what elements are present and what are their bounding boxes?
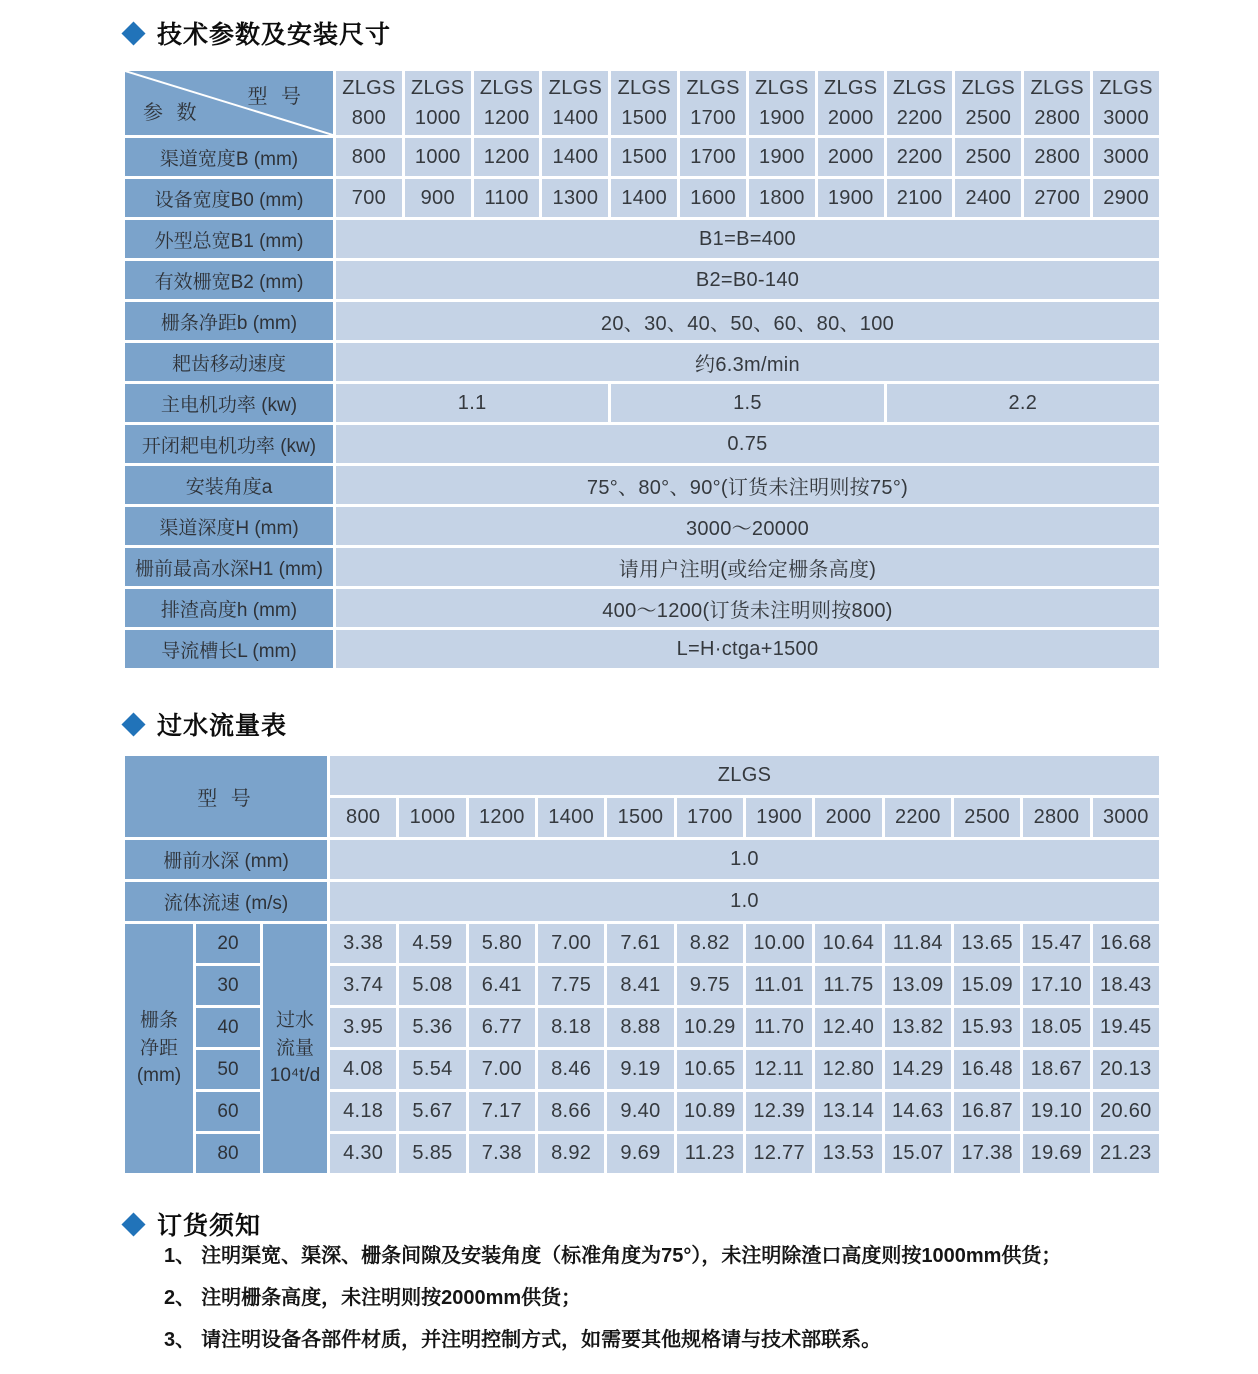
model-series-label: ZLGS — [1099, 77, 1153, 99]
flow-value-cell: 5.67 — [399, 1092, 465, 1131]
tech-params-row — [125, 589, 1159, 627]
flow-value-cell: 8.41 — [607, 966, 673, 1005]
flow-info-row — [125, 882, 1159, 921]
flow-value-cell: 8.46 — [538, 1050, 604, 1089]
flow-value-cell: 6.41 — [469, 966, 535, 1005]
tech-params-row — [125, 179, 1159, 217]
flow-value-cell: 4.08 — [330, 1050, 396, 1089]
flow-value-cell: 10.00 — [746, 924, 812, 963]
param-value-cell: 1000 — [405, 138, 471, 176]
gap-header-cell-line: (mm) — [136, 1065, 182, 1087]
flow-size-header-cell: 3000 — [1093, 798, 1159, 837]
flow-size-header-cell: 1700 — [677, 798, 743, 837]
tech-params-row — [125, 466, 1159, 504]
model-series-label: ZLGS — [1030, 77, 1084, 99]
param-value-cell: 1700 — [680, 138, 746, 176]
param-group-cell: 1.1 — [336, 384, 608, 422]
flow-size-header-cell: 1200 — [469, 798, 535, 837]
model-size-label: 1000 — [414, 107, 461, 129]
flow-info-value: 1.0 — [330, 882, 1159, 921]
flow-value-cell: 9.69 — [607, 1134, 673, 1173]
flow-value-cell: 9.19 — [607, 1050, 673, 1089]
tech-params-row — [125, 220, 1159, 258]
model-header-cell — [336, 71, 402, 135]
flow-table-wrap — [122, 753, 1162, 1176]
flow-value-cell: 10.64 — [815, 924, 881, 963]
flow-value-cell: 7.38 — [469, 1134, 535, 1173]
order-note-item — [164, 1328, 1164, 1353]
param-span-cell: 400～1200(订货未注明则按800) — [336, 589, 1159, 627]
model-size-label: 1700 — [690, 107, 736, 129]
note-text: 注明渠宽、渠深、栅条间隙及安装角度（标准角度为75°），未注明除渣口高度则按1000mm供货； — [201, 1245, 1062, 1267]
param-row-label: 主电机功率 (kw) — [125, 384, 333, 422]
flow-value-cell: 5.36 — [399, 1008, 465, 1047]
model-series-label: ZLGS — [411, 77, 465, 99]
section-title-tech-params: 技术参数及安装尺寸 — [157, 21, 392, 49]
tech-params-row — [125, 384, 1159, 422]
flow-value-cell: 9.75 — [677, 966, 743, 1005]
flow-value-cell: 3.74 — [330, 966, 396, 1005]
param-row-label: 渠道深度H (mm) — [125, 507, 333, 545]
param-value-cell: 1900 — [749, 138, 815, 176]
flow-value-cell: 10.29 — [677, 1008, 743, 1047]
model-header-cell — [887, 71, 953, 135]
diagonal-corner-cell — [125, 71, 333, 135]
corner-param-label: 参 数 — [143, 102, 201, 124]
gap-value-cell: 30 — [196, 966, 260, 1005]
param-row-label: 有效栅宽B2 (mm) — [125, 261, 333, 299]
note-number: 2、 — [164, 1287, 196, 1309]
flow-value-cell: 8.66 — [538, 1092, 604, 1131]
note-text: 请注明设备各部件材质，并注明控制方式，如需要其他规格请与技术部联系。 — [201, 1329, 882, 1351]
tech-params-row — [125, 630, 1159, 668]
model-header-cell — [611, 71, 677, 135]
model-size-label: 2800 — [1034, 107, 1081, 129]
flow-value-cell: 12.40 — [815, 1008, 881, 1047]
gap-value-cell: 20 — [196, 924, 260, 963]
flow-unit-header-cell — [263, 924, 327, 1173]
model-size-label: 1500 — [621, 107, 668, 129]
flow-value-cell: 20.60 — [1093, 1092, 1159, 1131]
flow-value-cell: 4.18 — [330, 1092, 396, 1131]
model-header-cell — [818, 71, 884, 135]
model-size-label: 2000 — [827, 107, 874, 129]
param-value-cell: 800 — [336, 138, 402, 176]
flow-value-cell: 15.47 — [1023, 924, 1089, 963]
note-number: 1、 — [164, 1245, 196, 1267]
order-notes-list — [164, 1244, 1164, 1370]
flow-value-cell: 12.11 — [746, 1050, 812, 1089]
flow-size-header-cell: 2200 — [885, 798, 951, 837]
param-value-cell: 3000 — [1093, 138, 1159, 176]
param-span-cell: 20、30、40、50、60、80、100 — [336, 302, 1159, 340]
flow-size-header-cell: 2500 — [954, 798, 1020, 837]
param-span-cell: B1=B=400 — [336, 220, 1159, 258]
note-number: 3、 — [164, 1329, 196, 1351]
flow-value-cell: 15.93 — [954, 1008, 1020, 1047]
flow-value-cell: 17.38 — [954, 1134, 1020, 1173]
diamond-icon — [121, 21, 145, 45]
gap-value-cell: 60 — [196, 1092, 260, 1131]
param-span-cell: 3000～20000 — [336, 507, 1159, 545]
param-value-cell: 1300 — [542, 179, 608, 217]
model-size-label: 1200 — [483, 107, 530, 129]
tech-params-table-wrap — [122, 68, 1162, 671]
gap-header-cell-line: 净距 — [139, 1037, 178, 1059]
flow-value-cell: 5.54 — [399, 1050, 465, 1089]
model-size-label: 1400 — [552, 107, 599, 129]
param-span-cell: 约6.3m/min — [336, 343, 1159, 381]
flow-value-cell: 7.00 — [469, 1050, 535, 1089]
flow-value-cell: 14.63 — [885, 1092, 951, 1131]
flow-series-cell: ZLGS — [330, 756, 1159, 795]
flow-value-cell: 13.82 — [885, 1008, 951, 1047]
param-span-cell: B2=B0-140 — [336, 261, 1159, 299]
param-row-label: 渠道宽度B (mm) — [125, 138, 333, 176]
flow-value-cell: 11.75 — [815, 966, 881, 1005]
flow-value-cell: 7.00 — [538, 924, 604, 963]
model-header-cell — [405, 71, 471, 135]
flow-value-cell: 9.40 — [607, 1092, 673, 1131]
model-header-cell — [474, 71, 540, 135]
model-size-label: 800 — [351, 107, 387, 129]
flow-value-cell: 16.48 — [954, 1050, 1020, 1089]
flow-value-cell: 10.65 — [677, 1050, 743, 1089]
param-value-cell: 2700 — [1024, 179, 1090, 217]
model-size-label: 2200 — [896, 107, 943, 129]
param-value-cell: 2400 — [955, 179, 1021, 217]
param-value-cell: 700 — [336, 179, 402, 217]
param-span-cell: 75°、80°、90°(订货未注明则按75°) — [336, 466, 1159, 504]
param-row-label: 开闭耙电机功率 (kw) — [125, 425, 333, 463]
flow-value-cell: 18.43 — [1093, 966, 1159, 1005]
flow-value-cell: 12.39 — [746, 1092, 812, 1131]
gap-value-cell: 40 — [196, 1008, 260, 1047]
model-series-label: ZLGS — [686, 77, 740, 99]
param-value-cell: 1200 — [474, 138, 540, 176]
param-row-label: 设备宽度B0 (mm) — [125, 179, 333, 217]
param-value-cell: 1100 — [474, 179, 540, 217]
tech-params-row — [125, 302, 1159, 340]
model-series-label: ZLGS — [342, 77, 396, 99]
param-value-cell: 1400 — [542, 138, 608, 176]
flow-value-cell: 11.70 — [746, 1008, 812, 1047]
flow-value-cell: 21.23 — [1093, 1134, 1159, 1173]
param-row-label: 耙齿移动速度 — [125, 343, 333, 381]
model-header-cell — [955, 71, 1021, 135]
flow-unit-header-cell-line: 过水 — [275, 1010, 314, 1032]
model-series-label: ZLGS — [823, 77, 878, 99]
flow-info-row — [125, 840, 1159, 879]
param-span-cell: L=H·ctga+1500 — [336, 630, 1159, 668]
flow-value-cell: 5.08 — [399, 966, 465, 1005]
tech-params-row — [125, 548, 1159, 586]
flow-value-cell: 7.75 — [538, 966, 604, 1005]
flow-size-header-cell: 1400 — [538, 798, 604, 837]
diamond-icon — [121, 1212, 145, 1236]
flow-value-cell: 18.67 — [1023, 1050, 1089, 1089]
flow-value-cell: 3.38 — [330, 924, 396, 963]
flow-value-cell: 14.29 — [885, 1050, 951, 1089]
flow-unit-header-cell-line: 流量 — [275, 1037, 314, 1059]
flow-table — [122, 753, 1162, 1176]
flow-value-cell: 12.80 — [815, 1050, 881, 1089]
param-value-cell: 2200 — [887, 138, 953, 176]
param-row-label: 排渣高度h (mm) — [125, 589, 333, 627]
section-title-order-notes: 订货须知 — [157, 1212, 262, 1240]
param-value-cell: 1900 — [818, 179, 884, 217]
flow-info-label: 栅前水深 (mm) — [125, 840, 327, 879]
flow-value-cell: 4.30 — [330, 1134, 396, 1173]
flow-value-cell: 3.95 — [330, 1008, 396, 1047]
flow-value-cell: 19.10 — [1023, 1092, 1089, 1131]
corner-model-label: 型 号 — [247, 86, 305, 108]
flow-value-cell: 16.87 — [954, 1092, 1020, 1131]
tech-params-row — [125, 261, 1159, 299]
flow-value-cell: 4.59 — [399, 924, 465, 963]
flow-value-cell: 7.61 — [607, 924, 673, 963]
flow-value-cell: 13.65 — [954, 924, 1020, 963]
param-value-cell: 1500 — [611, 138, 677, 176]
flow-value-cell: 19.45 — [1093, 1008, 1159, 1047]
flow-header-row-1 — [125, 756, 1159, 795]
flow-info-label: 流体流速 (m/s) — [125, 882, 327, 921]
tech-params-header-row — [125, 71, 1159, 135]
model-series-label: ZLGS — [892, 77, 947, 99]
tech-params-row — [125, 507, 1159, 545]
gap-header-cell — [125, 924, 193, 1173]
param-value-cell: 1400 — [611, 179, 677, 217]
flow-size-header-cell: 1900 — [746, 798, 812, 837]
param-row-label: 栅条净距b (mm) — [125, 302, 333, 340]
param-group-cell: 2.2 — [887, 384, 1159, 422]
flow-value-cell: 13.53 — [815, 1134, 881, 1173]
param-row-label: 栅前最高水深H1 (mm) — [125, 548, 333, 586]
model-header-cell — [542, 71, 608, 135]
section-flow-table — [121, 706, 287, 742]
flow-value-cell: 6.77 — [469, 1008, 535, 1047]
flow-value-cell: 8.82 — [677, 924, 743, 963]
flow-value-cell: 5.85 — [399, 1134, 465, 1173]
flow-size-header-cell: 2800 — [1023, 798, 1089, 837]
gap-header-cell-line: 栅条 — [139, 1010, 178, 1032]
flow-value-cell: 12.77 — [746, 1134, 812, 1173]
flow-value-cell: 11.23 — [677, 1134, 743, 1173]
param-span-cell: 0.75 — [336, 425, 1159, 463]
flow-value-cell: 16.68 — [1093, 924, 1159, 963]
param-value-cell: 2500 — [955, 138, 1021, 176]
param-row-label: 安装角度a — [125, 466, 333, 504]
note-text: 注明栅条高度，未注明则按2000mm供货； — [201, 1287, 582, 1309]
flow-size-header-cell: 1500 — [607, 798, 673, 837]
param-value-cell: 2000 — [818, 138, 884, 176]
flow-size-header-cell: 800 — [330, 798, 396, 837]
tech-params-row — [125, 425, 1159, 463]
model-series-label: ZLGS — [479, 77, 534, 99]
section-tech-params — [121, 15, 391, 51]
flow-value-cell: 11.84 — [885, 924, 951, 963]
model-header-cell — [749, 71, 815, 135]
section-order-notes — [121, 1206, 261, 1242]
model-header-cell — [680, 71, 746, 135]
flow-value-cell: 5.80 — [469, 924, 535, 963]
model-header-cell — [1093, 71, 1159, 135]
diamond-icon — [121, 712, 145, 736]
tech-params-row — [125, 138, 1159, 176]
gap-value-cell: 80 — [196, 1134, 260, 1173]
param-value-cell: 2800 — [1024, 138, 1090, 176]
model-series-label: ZLGS — [755, 77, 809, 99]
flow-value-cell: 10.89 — [677, 1092, 743, 1131]
param-value-cell: 1800 — [749, 179, 815, 217]
param-value-cell: 2100 — [887, 179, 953, 217]
flow-value-cell: 13.14 — [815, 1092, 881, 1131]
param-value-cell: 2900 — [1093, 179, 1159, 217]
order-note-item — [164, 1244, 1164, 1269]
model-header-cell — [1024, 71, 1090, 135]
flow-value-cell: 15.09 — [954, 966, 1020, 1005]
flow-data-row — [125, 924, 1159, 963]
flow-value-cell: 11.01 — [746, 966, 812, 1005]
flow-unit-header-cell-line: 10⁴t/d — [269, 1065, 321, 1087]
tech-params-table — [122, 68, 1162, 671]
param-row-label: 导流槽长L (mm) — [125, 630, 333, 668]
param-group-cell: 1.5 — [611, 384, 883, 422]
flow-value-cell: 17.10 — [1023, 966, 1089, 1005]
model-size-label: 1900 — [759, 107, 805, 129]
param-row-label: 外型总宽B1 (mm) — [125, 220, 333, 258]
flow-value-cell: 8.92 — [538, 1134, 604, 1173]
model-series-label: ZLGS — [961, 77, 1016, 99]
flow-value-cell: 8.18 — [538, 1008, 604, 1047]
model-series-label: ZLGS — [548, 77, 603, 99]
flow-value-cell: 8.88 — [607, 1008, 673, 1047]
param-value-cell: 900 — [405, 179, 471, 217]
section-title-flow: 过水流量表 — [157, 712, 288, 740]
flow-size-header-cell: 2000 — [815, 798, 881, 837]
flow-value-cell: 19.69 — [1023, 1134, 1089, 1173]
flow-value-cell: 7.17 — [469, 1092, 535, 1131]
model-size-label: 3000 — [1103, 107, 1149, 129]
tech-params-row — [125, 343, 1159, 381]
flow-corner-model-label: 型 号 — [125, 756, 327, 837]
flow-info-value: 1.0 — [330, 840, 1159, 879]
param-span-cell: 请用户注明(或给定栅条高度) — [336, 548, 1159, 586]
gap-value-cell: 50 — [196, 1050, 260, 1089]
flow-value-cell: 20.13 — [1093, 1050, 1159, 1089]
model-series-label: ZLGS — [617, 77, 671, 99]
flow-value-cell: 15.07 — [885, 1134, 951, 1173]
order-note-item — [164, 1286, 1164, 1311]
flow-value-cell: 18.05 — [1023, 1008, 1089, 1047]
param-value-cell: 1600 — [680, 179, 746, 217]
flow-size-header-cell: 1000 — [399, 798, 465, 837]
flow-value-cell: 13.09 — [885, 966, 951, 1005]
model-size-label: 2500 — [965, 107, 1012, 129]
